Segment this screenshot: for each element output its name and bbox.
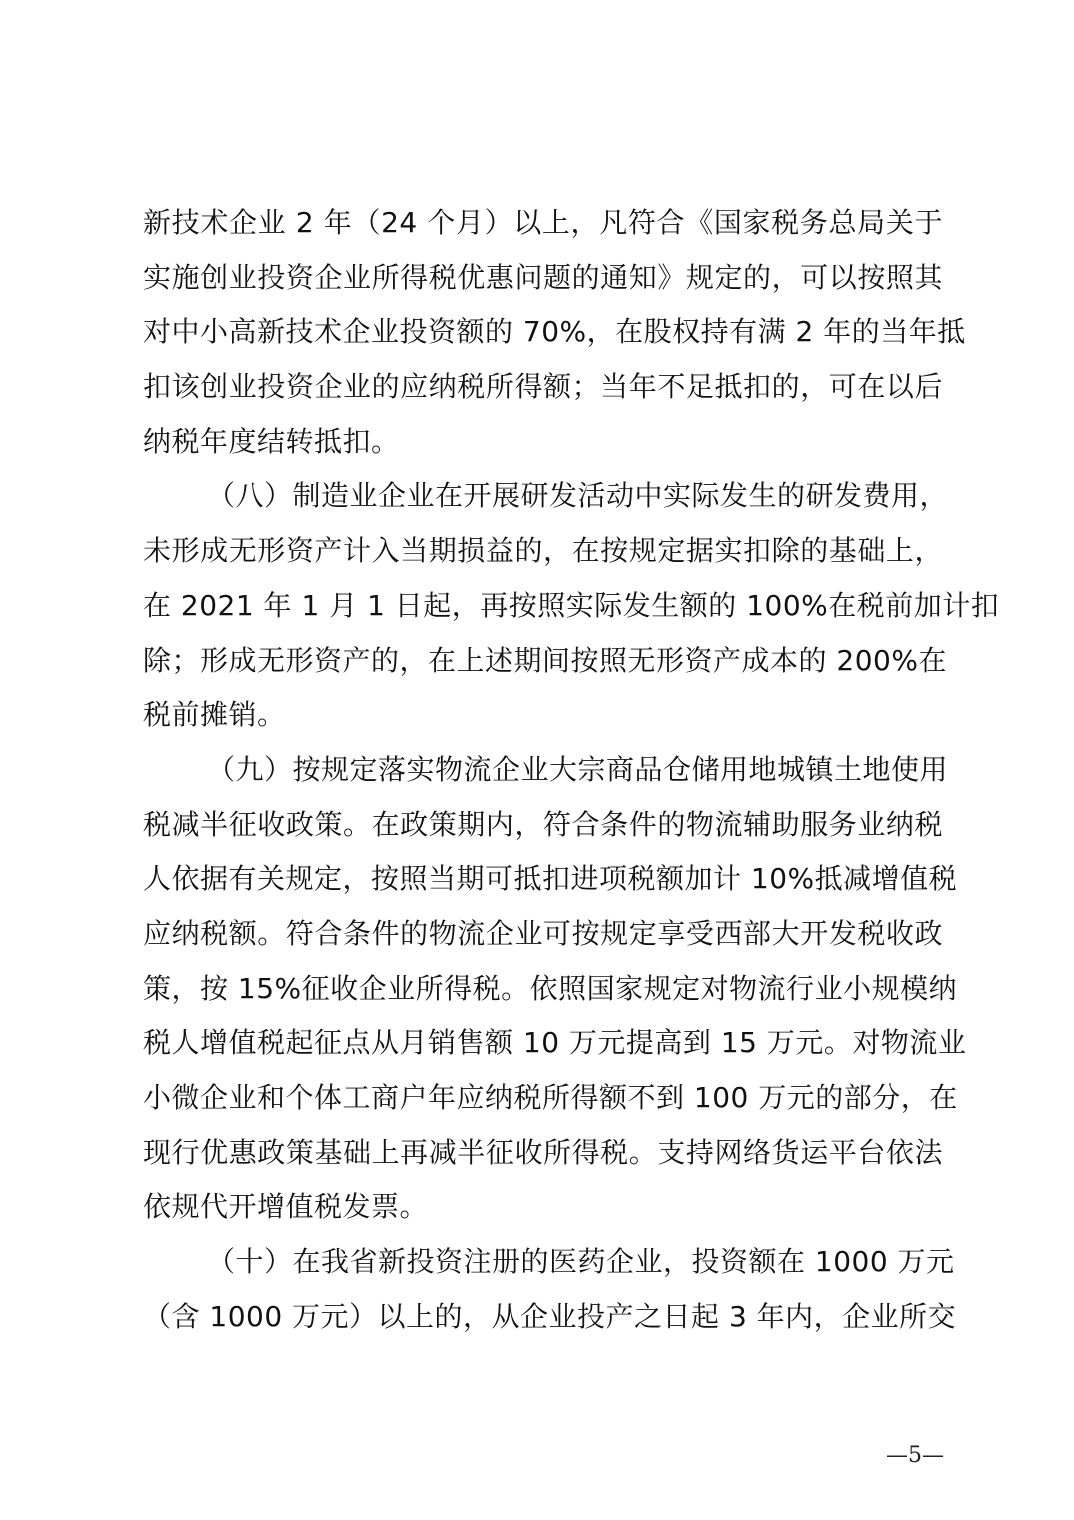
text-line: 税减半征收政策。在政策期内，符合条件的物流辅助服务业纳税 [143,807,943,841]
text-line: 小微企业和个体工商户年应纳税所得额不到 100 万元的部分，在 [143,1081,958,1114]
text-line: （含 1000 万元）以上的，从企业投产之日起 3 年内，企业所交 [143,1299,957,1333]
text-line: 税前摊销。 [143,698,286,732]
text-line: 现行优惠政策基础上再减半征收所得税。支持网络货运平台依法 [143,1135,943,1169]
text-line: 实施创业投资企业所得税优惠问题的通知》规定的，可以按照其 [143,260,943,294]
paragraph-heading-8: （八）制造业企业在开展研发活动中实际发生的研发费用， [207,479,949,513]
text-line: 新技术企业 2 年（24 个月）以上，凡符合《国家税务总局关于 [143,206,943,239]
text-line: 策，按 15%征收企业所得税。依照国家规定对物流行业小规模纳 [143,971,958,1005]
text-line: 扣该创业投资企业的应纳税所得额；当年不足抵扣的，可在以后 [143,370,943,404]
text-line: 未形成无形资产计入当期损益的，在按规定据实扣除的基础上， [143,534,943,568]
paragraph-heading-9: （九）按规定落实物流企业大宗商品仓储用地城镇土地使用 [207,752,949,786]
text-line: 人依据有关规定，按照当期可抵扣进项税额加计 10%抵减增值税 [143,862,958,896]
text-line: 税人增值税起征点从月销售额 10 万元提高到 15 万元。对物流业 [143,1026,967,1060]
document-body [143,196,1000,1344]
text-line: 纳税年度结转抵扣。 [143,424,400,458]
text-line: 应纳税额。符合条件的物流企业可按规定享受西部大开发税收政 [143,916,943,950]
text-line: 在 2021 年 1 月 1 日起，再按照实际发生额的 100%在税前加计扣 [143,588,1000,622]
text-line: 对中小高新技术企业投资额的 70%，在股权持有满 2 年的当年抵 [143,315,966,349]
paragraph-heading-10: （十）在我省新投资注册的医药企业，投资额在 1000 万元 [207,1245,955,1279]
text-line: 除；形成无形资产的，在上述期间按照无形资产成本的 200%在 [143,643,947,677]
page-number: —5— [886,1443,944,1468]
text-line: 依规代开增值税发票。 [143,1190,429,1224]
